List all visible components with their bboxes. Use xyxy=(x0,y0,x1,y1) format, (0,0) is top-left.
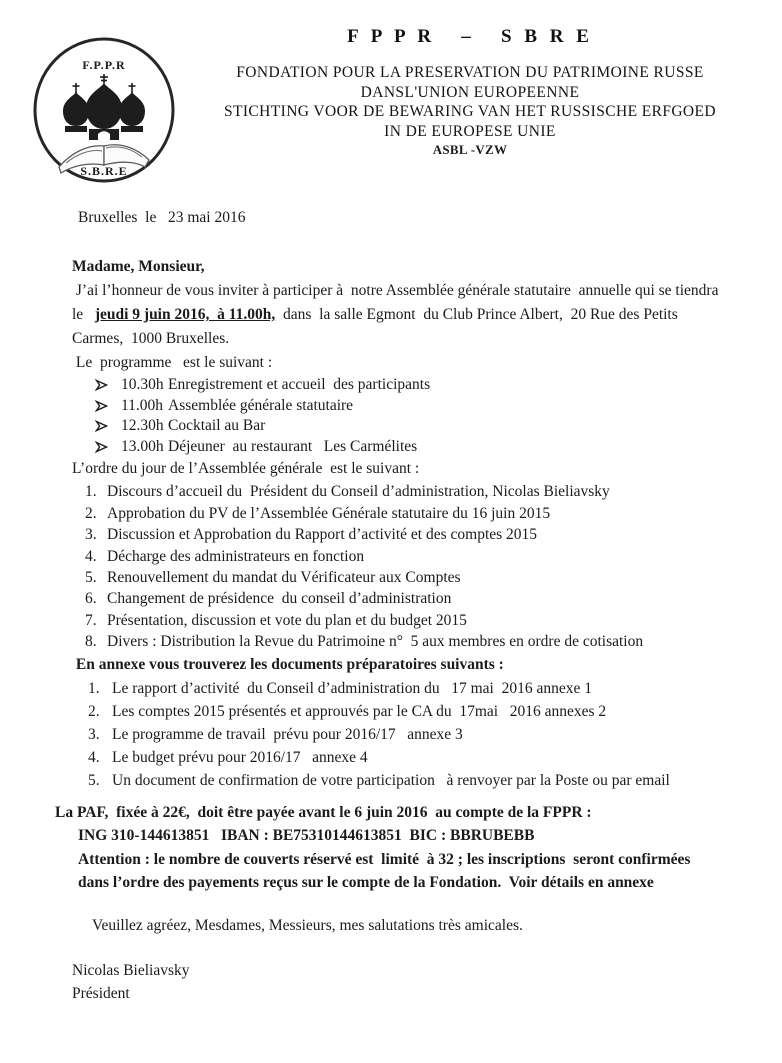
annex-item-number: 4. xyxy=(88,748,100,766)
annex-item xyxy=(72,723,720,746)
arrow-bullet-icon xyxy=(95,379,108,391)
arrow-bullet-icon xyxy=(95,400,108,412)
annex-item-text: Le programme de travail prévu pour 2016/17 annexe 3 xyxy=(112,725,463,743)
agenda-item-number: 7. xyxy=(85,611,97,629)
annex-item xyxy=(72,746,720,769)
intro-paragraph xyxy=(72,279,731,351)
legal-form: ASBL -VZW xyxy=(432,142,508,157)
org-name-line: FONDATION POUR LA PRESERVATION DU PATRIMOINE RUSSE xyxy=(236,64,704,81)
annex-item-number: 5. xyxy=(88,771,100,789)
letterhead-text xyxy=(183,26,757,158)
agenda-item-number: 5. xyxy=(85,569,97,586)
dateline: Bruxelles le 23 mai 2016 xyxy=(78,209,246,226)
program-item xyxy=(72,375,720,396)
salutation: Madame, Monsieur, xyxy=(72,258,205,275)
agenda-item xyxy=(72,631,720,652)
agenda-item xyxy=(72,481,720,502)
annex-item-number: 1. xyxy=(88,679,100,697)
annex-item xyxy=(72,769,720,792)
program-label: Cocktail au Bar xyxy=(168,417,266,435)
signature-name: Nicolas Bieliavsky xyxy=(72,961,190,979)
signature-title: Président xyxy=(72,984,130,1002)
agenda-item-text: Discours d’accueil du Président du Conseil d’administration, Nicolas Bieliavsky xyxy=(107,483,610,501)
meeting-datetime: jeudi 9 juin 2016, à 11.00h, xyxy=(94,306,276,323)
agenda-item-text: Renouvellement du mandat du Vérificateur aux Comptes xyxy=(107,569,461,586)
annex-intro: En annexe vous trouverez les documents préparatoires suivants : xyxy=(72,655,504,673)
annex-item-number: 3. xyxy=(88,725,100,743)
agenda-item-text: Divers : Distribution la Revue du Patrimoine n° 5 aux membres en ordre de cotisation xyxy=(107,633,644,651)
agenda-item-number: 1. xyxy=(85,483,97,501)
agenda-item-text: Changement de présidence du conseil d’administration xyxy=(107,590,452,608)
agenda-item-number: 2. xyxy=(85,504,97,522)
agenda-list xyxy=(72,481,720,652)
bank-account-line: ING 310-144613851 IBAN : BE75310144613851 BIC : BBRUBEBB xyxy=(78,827,535,845)
intro-text-after: dans la salle Egmont du Club Prince Albert, 20 Rue des Petits Carmes, 1000 Bruxelles. xyxy=(72,306,682,347)
org-name-lines xyxy=(183,63,757,141)
agenda-item-number: 3. xyxy=(85,526,97,544)
agenda-item xyxy=(72,546,720,567)
attention-line-1: Attention : le nombre de couverts réservé est limité à 32 ; les inscriptions seront confirmées xyxy=(78,850,691,868)
program-time: 13.00h xyxy=(121,437,164,455)
annex-item-text: Les comptes 2015 présentés et approuvés par le CA du 17mai 2016 annexes 2 xyxy=(112,702,607,720)
org-name-line: DANSL'UNION EUROPEENNE xyxy=(360,83,580,101)
program-label: Enregistrement et accueil des participants xyxy=(168,376,431,393)
agenda-item-text: Décharge des administrateurs en fonction xyxy=(107,547,365,565)
arrow-bullet-icon xyxy=(95,441,108,453)
program-label: Déjeuner au restaurant Les Carmélites xyxy=(168,437,418,455)
annex-item xyxy=(72,677,720,700)
agenda-item-number: 4. xyxy=(85,547,97,565)
fppr-seal-logo xyxy=(30,34,178,186)
agenda-item-number: 6. xyxy=(85,590,97,608)
annex-item-text: Le rapport d’activité du Conseil d’administration du 17 mai 2016 annexe 1 xyxy=(112,679,592,697)
agenda-item xyxy=(72,567,720,588)
org-title: F P P R – S B R E xyxy=(347,26,593,47)
agenda-intro: L’ordre du jour de l’Assemblée générale est le suivant : xyxy=(72,460,420,478)
org-name-line: IN DE EUROPESE UNIE xyxy=(384,122,556,140)
program-list xyxy=(72,375,720,457)
agenda-item xyxy=(72,588,720,609)
agenda-item-text: Approbation du PV de l’Assemblée Générale statutaire du 16 juin 2015 xyxy=(107,504,551,522)
program-item xyxy=(72,437,720,458)
annex-item xyxy=(72,700,720,723)
program-label: Assemblée générale statutaire xyxy=(168,396,354,414)
program-item xyxy=(72,416,720,437)
annex-list xyxy=(72,677,720,792)
agenda-item xyxy=(72,503,720,524)
program-time: 11.00h xyxy=(121,396,164,414)
agenda-item xyxy=(72,610,720,631)
agenda-item-number: 8. xyxy=(85,633,97,651)
program-item xyxy=(72,396,720,417)
org-name-line: STICHTING VOOR DE BEWARING VAN HET RUSSISCHE ERFGOED xyxy=(223,103,716,120)
program-intro: Le programme est le suivant : xyxy=(72,354,273,371)
seal-icon xyxy=(30,34,178,186)
letterhead xyxy=(0,0,782,192)
letter-body xyxy=(55,206,731,1005)
seal-bottom-text: S.B.R.E xyxy=(80,164,128,178)
agenda-item-text: Présentation, discussion et vote du plan et du budget 2015 xyxy=(107,611,467,629)
payment-info xyxy=(55,801,765,895)
closing-salutation: Veuillez agréez, Mesdames, Messieurs, mes salutations très amicales. xyxy=(92,916,523,934)
program-time: 12.30h xyxy=(121,417,164,435)
attention-line-2: dans l’ordre des payements reçus sur le compte de la Fondation. Voir détails en annexe xyxy=(78,874,654,892)
arrow-bullet-icon xyxy=(95,420,108,432)
annex-item-number: 2. xyxy=(88,702,100,720)
annex-item-text: Un document de confirmation de votre participation à renvoyer par la Poste ou par email xyxy=(112,771,670,789)
intro-text-before: J’ai l’honneur de vous inviter à participer à notre Assemblée générale statutaire annuelle qui se tiendra le xyxy=(72,282,731,323)
seal-top-text: F.P.P.R xyxy=(82,58,126,72)
agenda-item-text: Discussion et Approbation du Rapport d’activité et des comptes 2015 xyxy=(107,526,538,544)
payment-amount-line: La PAF, fixée à 22€, doit être payée avant le 6 juin 2016 au compte de la FPPR : xyxy=(55,803,592,821)
program-time: 10.30h xyxy=(121,376,164,393)
agenda-item xyxy=(72,524,720,545)
annex-item-text: Le budget prévu pour 2016/17 annexe 4 xyxy=(112,748,368,766)
